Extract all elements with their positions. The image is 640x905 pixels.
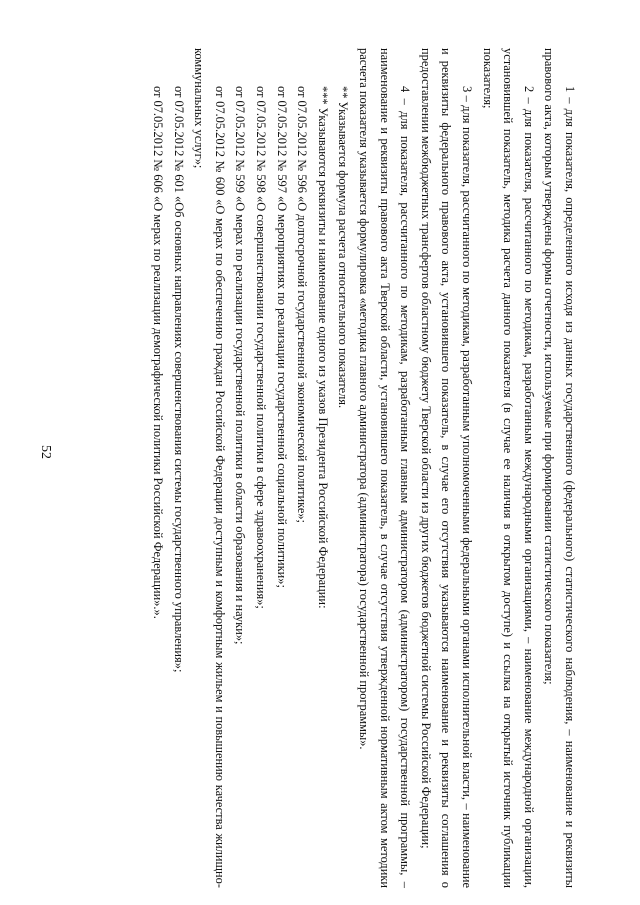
decree-597: от 07.05.2012 № 597 «О мероприятиях по реализации государственной социальной политики»;	[274, 86, 289, 588]
decree-596: от 07.05.2012 № 596 «О долгосрочной государственной экономической политике»;	[295, 86, 310, 523]
paragraph-indicator-2: 2 – для показателя, рассчитанного по методикам, разработанным международными организациями, – наименование международной организации, установившей показатель, методика расчета данного показателя (в случае ее наличия в открытом доступе) и ссылка на открытый источник публикации показателя;	[480, 48, 536, 888]
footnote-formula: ** Указывается формула расчета относительного показателя.	[336, 86, 351, 409]
paragraph-indicator-1: 1 – для показателя, определенного исходя из данных государственного (федерального) статистического наблюдения, – наименование и реквизиты правового акта, которым утверждены формы отчетности, используемые при формировании статистического показателя;	[542, 48, 577, 888]
decree-606: от 07.05.2012 № 606 «О мерах по реализации демографической политики Российской Федерации».».	[151, 86, 166, 619]
decree-600: от 07.05.2012 № 600 «О мерах по обеспечению граждан Российской Федерации доступным и комфортным жильем и повышению качества жилищно-коммунальных услуг»;	[192, 48, 227, 888]
rotated-page-content	[68, 48, 580, 888]
decree-599: от 07.05.2012 № 599 «О мерах по реализации государственной политики в области образования и науки»;	[233, 86, 248, 645]
page-number: 52	[38, 445, 53, 459]
paragraph-indicator-3: 3 – для показателя, рассчитанного по методикам, разработанным уполномоченными федеральными органами исполнительной власти, – наименование и реквизиты федерального правового акта, установившего показатель, в случае его отсутствия указываются наименование и реквизиты соглашения о предоставлении межбюджетных трансфертов областному бюджету Тверской области из других бюджетов бюджетной системы Российской Федерации;	[418, 48, 475, 888]
footnote-decrees: *** Указываются реквизиты и наименование одного из указов Президента Российской Федерации:	[315, 86, 330, 609]
document-body	[148, 48, 580, 888]
paragraph-indicator-4: 4 – для показателя, рассчитанного по методикам, разработанным главным администратором (администратором) государственной программы, – наименование и реквизиты правового акта Тверской области, установившего показатель, в случае отсутствия утвержденной нормативным актом методики расчета показателя указывается формулировка «методика главного администратора (администратора) государственной программы».	[357, 48, 413, 888]
decree-598: от 07.05.2012 № 598 «О совершенствовании государственной политики в сфере здравоохранения»;	[254, 86, 269, 609]
decree-601: от 07.05.2012 № 601 «Об основных направлениях совершенствования системы государственного управления»;	[171, 86, 186, 673]
